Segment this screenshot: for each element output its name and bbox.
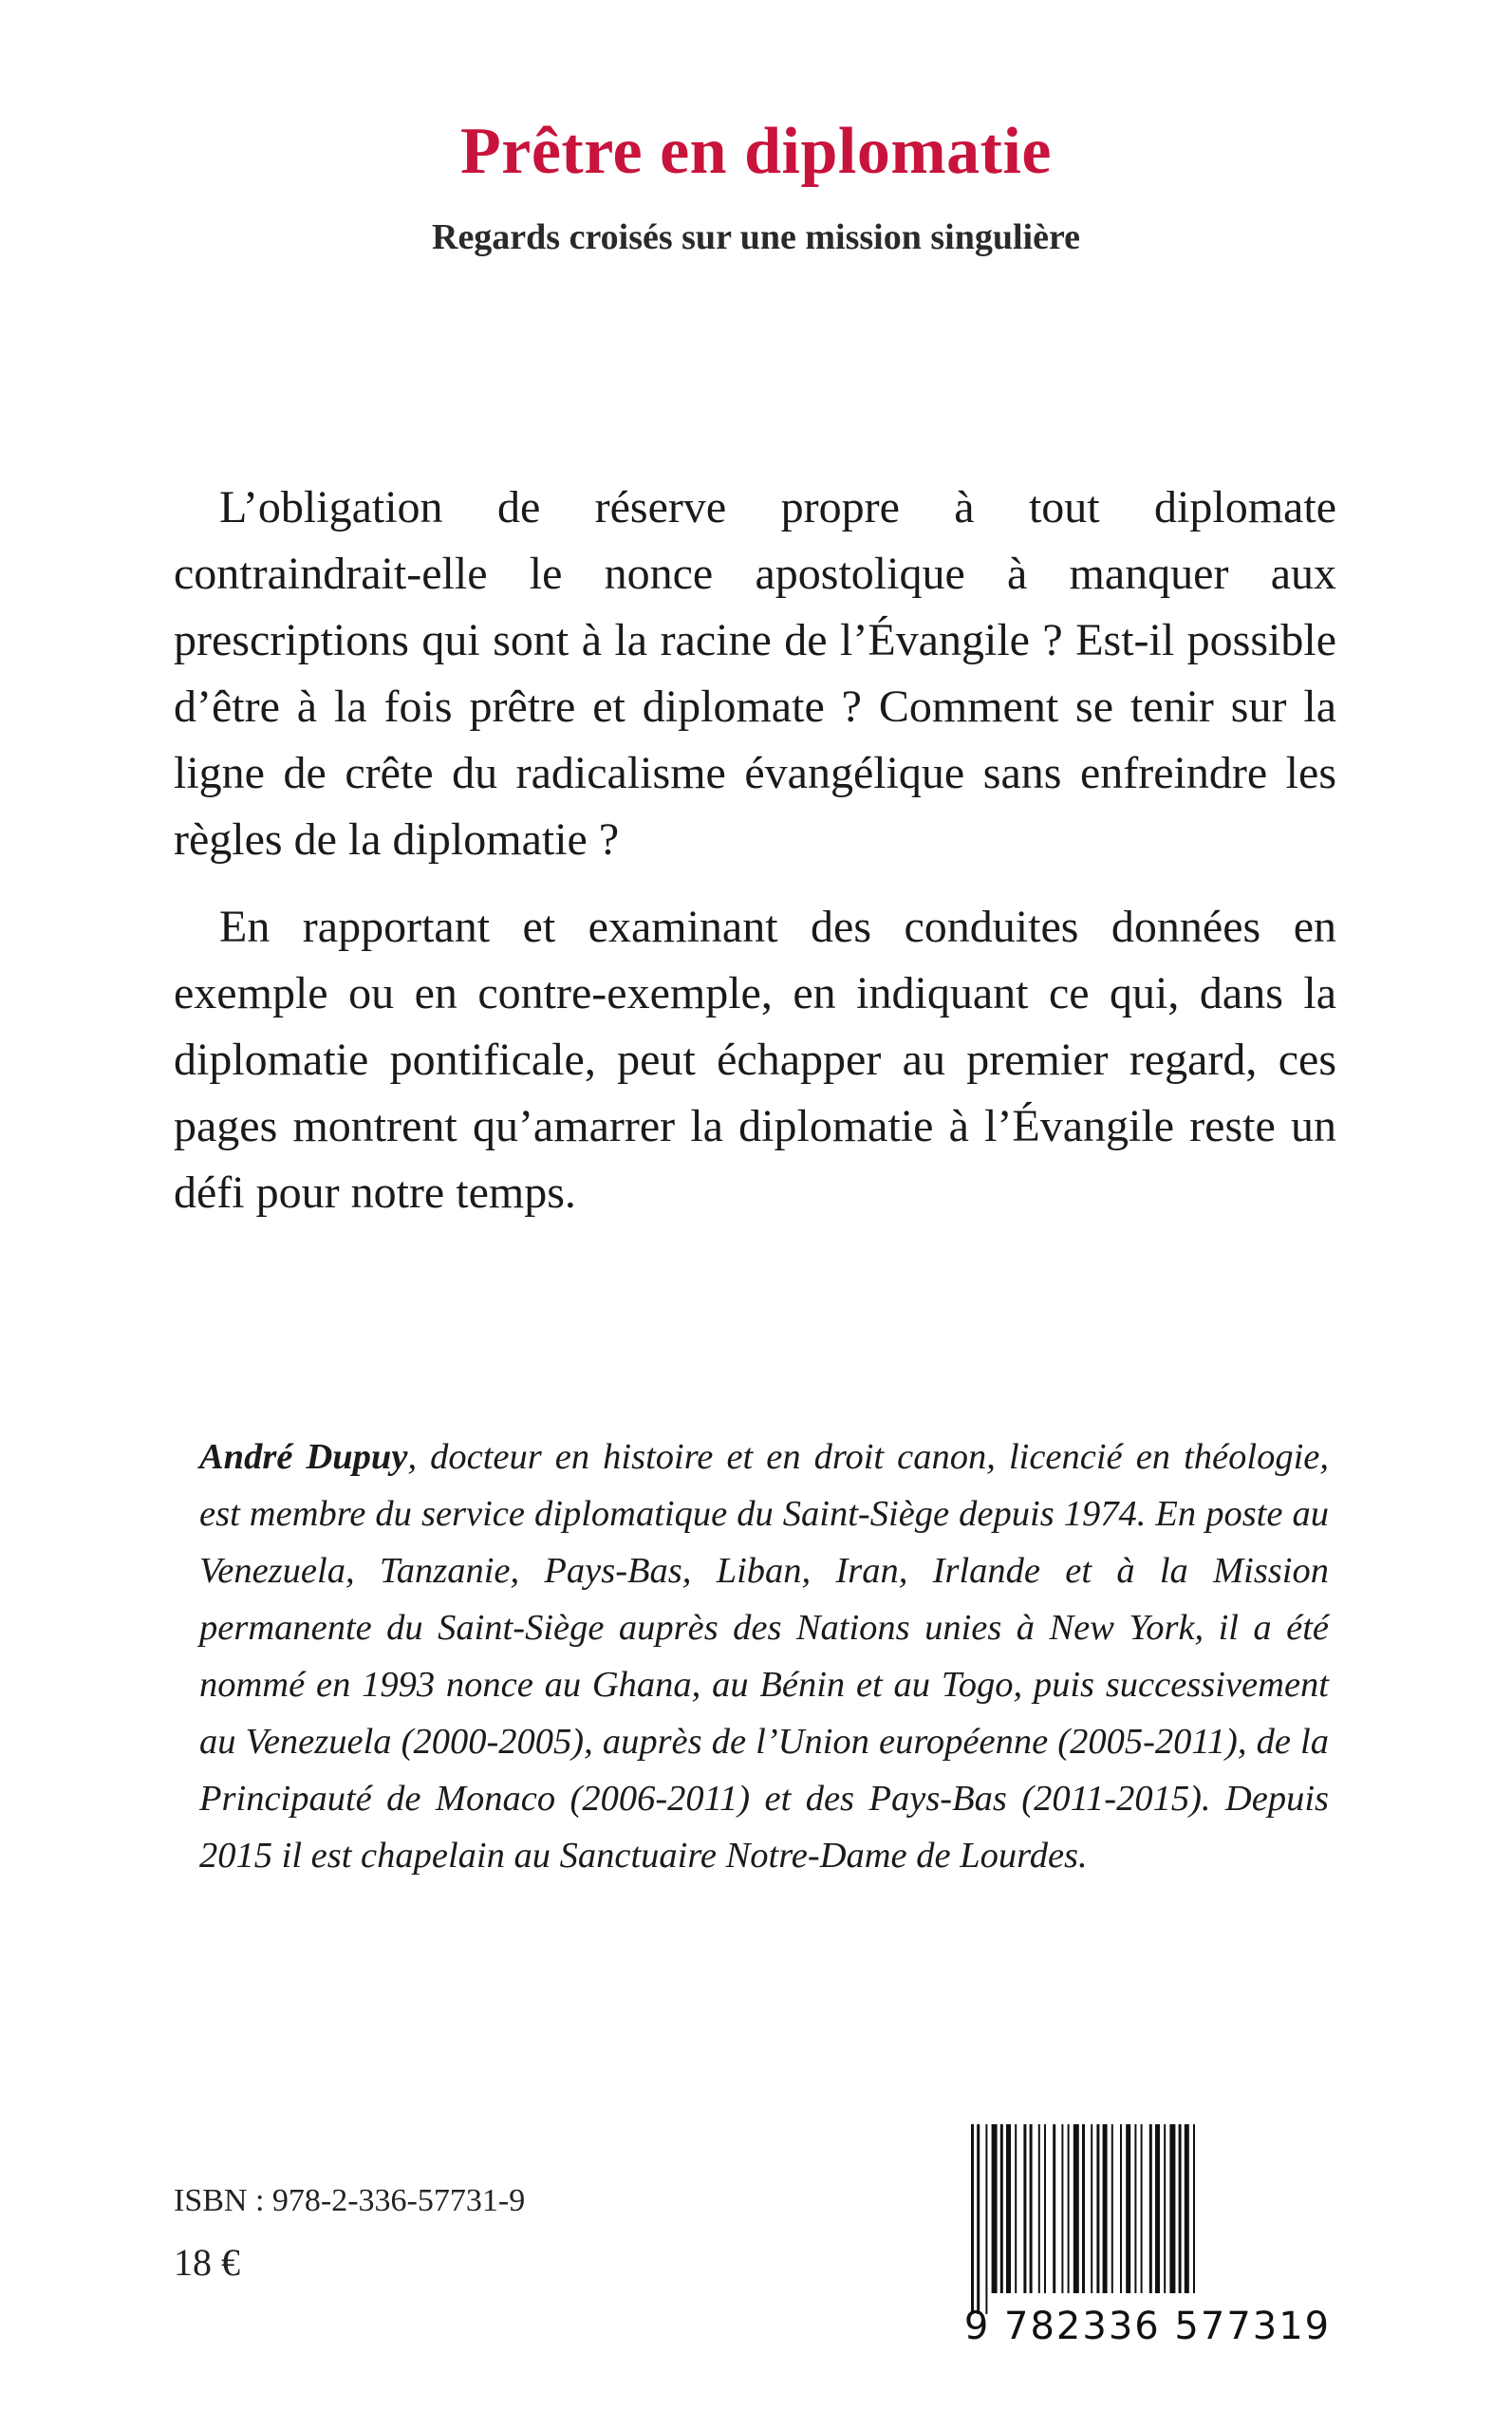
barcode-bar [1120, 2124, 1122, 2293]
barcode-bar [1023, 2124, 1026, 2293]
barcode-bar [1149, 2124, 1152, 2293]
barcode-bars [958, 2124, 1337, 2314]
barcode-bar [1141, 2124, 1143, 2293]
barcode-bar [1169, 2124, 1175, 2293]
barcode-bar [1073, 2124, 1079, 2293]
barcode-bar [985, 2124, 987, 2314]
barcode-bar [1068, 2124, 1070, 2293]
barcode-bar [1044, 2124, 1046, 2293]
isbn-label: ISBN : 978-2-336-57731-9 [174, 2183, 526, 2218]
barcode-bar [1006, 2124, 1011, 2293]
price-label: 18 € [174, 2241, 240, 2284]
barcode-bar [1053, 2124, 1055, 2293]
back-cover-blurb [174, 475, 1336, 1247]
barcode-bar [1111, 2124, 1113, 2293]
barcode-number: 9 782336 577319 [963, 2305, 1332, 2348]
barcode-bar [1030, 2124, 1033, 2293]
barcode-bar [1193, 2124, 1195, 2293]
author-biography [199, 1429, 1329, 1884]
barcode-bar [1061, 2124, 1063, 2293]
barcode-bar [1000, 2124, 1003, 2293]
barcode-bar [1096, 2124, 1099, 2293]
barcode-bar [1015, 2124, 1017, 2293]
author-bio-text: , docteur en histoire et en droit canon, licencié en théologie, est membre du service diplomatique du Saint-Siège depuis 1974. En poste au Venezuela, Tanzanie, Pays-Bas, Liban, Iran, Irlande et à la Mission permanente du Saint-Siège auprès des Nations unies à New York, il a été nommé en 1993 nonce au Ghana, au Bénin et au Togo, puis successivement au Venezuela (2000-2005), auprès de l’Union européenne (2005-2011), de la Principauté de Monaco (2006-2011) et des Pays-Bas (2011-2015). Depuis 2015 il est chapelain au Sanctuaire Notre-Dame de Lourdes. [199, 1437, 1329, 1876]
barcode-bar [1126, 2124, 1130, 2293]
blurb-paragraph-2: En rapportant et examinant des conduites données en exemple ou en contre-exemple, en indiquant ce qui, dans la diplomatie pontificale, peut échapper au premier regard, ces pages montrent qu’amarrer la diplomatie à l’Évangile reste un défi pour notre temps. [174, 902, 1336, 1218]
barcode-bar [1082, 2124, 1085, 2293]
book-subtitle: Regards croisés sur une mission singulière [432, 217, 1080, 257]
barcode-bar [1134, 2124, 1136, 2293]
barcode-bar [1091, 2124, 1092, 2293]
barcode-bar [1038, 2124, 1040, 2293]
barcode [958, 2124, 1337, 2362]
barcode-bar [977, 2124, 980, 2314]
barcode-bar [1179, 2124, 1182, 2293]
barcode-bar [992, 2124, 998, 2293]
barcode-bar [1103, 2124, 1108, 2293]
blurb-paragraph-1: L’obligation de réserve propre à tout diplomate contraindrait-elle le nonce apostolique à manquer aux prescriptions qui sont à la racine de l’Évangile ? Est-il possible d’être à la fois prêtre et diplomate ? Comment se tenir sur la ligne de crête du radicalisme évangélique sans enfreindre les règles de la diplomatie ? [174, 482, 1336, 865]
barcode-bar [1164, 2124, 1166, 2293]
author-name: André Dupuy [199, 1437, 408, 1477]
barcode-bar [1155, 2124, 1160, 2293]
book-title: Prêtre en diplomatie [460, 115, 1052, 188]
barcode-bar [971, 2124, 974, 2314]
barcode-bar [1185, 2124, 1189, 2293]
